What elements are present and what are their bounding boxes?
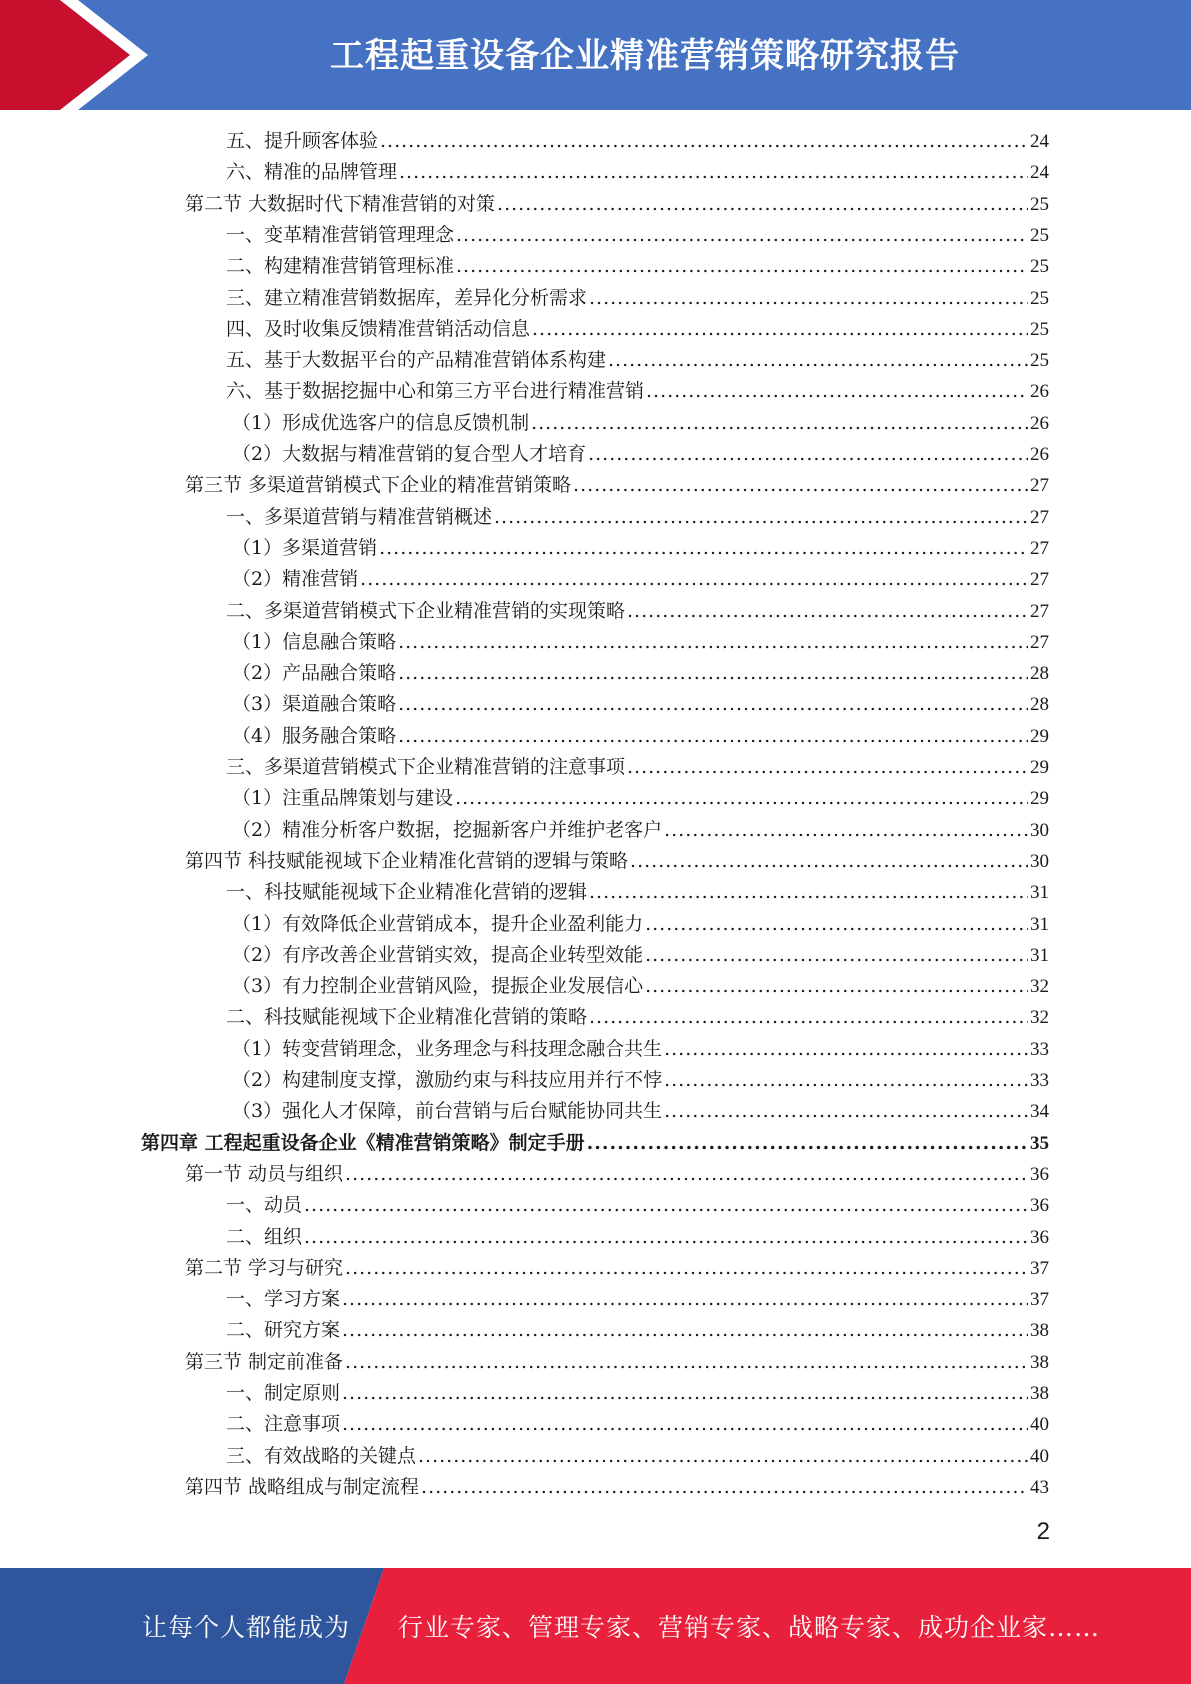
toc-entry-page: 28: [1030, 694, 1049, 716]
toc-dot-leader: [345, 1159, 1028, 1189]
toc-dot-leader: [664, 1096, 1028, 1126]
toc-entry-title: （3）强化人才保障，前台营销与后台赋能协同共生: [232, 1100, 663, 1123]
toc-entry-title: （2）构建制度支撑，激励约束与科技应用并行不悖: [232, 1069, 663, 1091]
toc-entry-title: （3）渠道融合策略: [232, 693, 397, 716]
toc-entry-title: 第三节 多渠道营销模式下企业的精准营销策略: [185, 474, 572, 497]
toc-entry-title: （4）服务融合策略: [232, 724, 397, 747]
toc-dot-leader: [589, 283, 1028, 313]
toc-entry[interactable]: [232, 1065, 1049, 1095]
toc-entry[interactable]: [226, 596, 1049, 626]
toc-entry-title: 一、多渠道营销与精准营销概述: [226, 505, 493, 528]
toc-entry-page: 25: [1030, 193, 1049, 215]
toc-entry[interactable]: [226, 1378, 1049, 1408]
toc-entry[interactable]: [226, 1190, 1049, 1220]
toc-entry[interactable]: [232, 564, 1049, 594]
toc-entry-title: 二、研究方案: [226, 1319, 341, 1342]
toc-entry-title: 二、构建精准营销管理标准: [226, 255, 455, 278]
toc-entry-page: 27: [1030, 506, 1049, 528]
toc-entry-title: 一、学习方案: [226, 1288, 341, 1311]
toc-dot-leader: [398, 627, 1028, 657]
toc-dot-leader: [342, 1378, 1028, 1408]
toc-entry[interactable]: [226, 314, 1049, 344]
toc-dot-leader: [399, 157, 1028, 187]
toc-entry[interactable]: [232, 439, 1049, 469]
toc-entry-title: （1）信息融合策略: [232, 630, 397, 653]
toc-dot-leader: [455, 783, 1028, 813]
toc-entry-page: 37: [1030, 1289, 1049, 1311]
toc-dot-leader: [589, 877, 1028, 907]
toc-dot-leader: [398, 721, 1028, 751]
toc-entry[interactable]: [232, 689, 1049, 719]
toc-entry-page: 29: [1030, 788, 1049, 810]
toc-entry-page: 29: [1030, 725, 1049, 747]
toc-dot-leader: [304, 1222, 1028, 1252]
toc-entry-page: 27: [1030, 475, 1049, 497]
toc-dot-leader: [342, 1315, 1028, 1345]
toc-entry[interactable]: [226, 752, 1049, 782]
toc-entry-page: 33: [1030, 1038, 1049, 1060]
toc-entry-title: 一、制定原则: [226, 1382, 341, 1404]
toc-entry[interactable]: [185, 470, 1049, 500]
toc-dot-leader: [398, 689, 1028, 719]
toc-dot-leader: [627, 752, 1028, 782]
toc-dot-leader: [608, 345, 1028, 375]
toc-entry-title: （1）多渠道营销: [232, 536, 378, 559]
toc-entry-title: 第四章 工程起重设备企业《精准营销策略》制定手册: [141, 1131, 585, 1154]
toc-entry[interactable]: [232, 909, 1049, 939]
toc-entry-page: 31: [1030, 882, 1049, 904]
toc-entry-title: （1）注重品牌策划与建设: [232, 787, 454, 810]
toc-entry-title: 第二节 学习与研究: [185, 1256, 344, 1279]
toc-entry-page: 30: [1030, 850, 1049, 872]
toc-dot-leader: [664, 1065, 1028, 1095]
toc-entry-page: 24: [1030, 162, 1049, 184]
toc-entry-title: 二、科技赋能视域下企业精准化营销的策略: [226, 1006, 588, 1029]
toc-entry-title: 一、动员: [226, 1194, 303, 1217]
toc-dot-leader: [573, 470, 1028, 500]
toc-entry-title: 二、注意事项: [226, 1413, 341, 1436]
toc-entry-title: （1）有效降低企业营销成本，提升企业盈利能力: [232, 912, 644, 935]
toc-entry[interactable]: [232, 408, 1049, 438]
toc-entry-page: 37: [1030, 1257, 1049, 1279]
toc-entry-page: 25: [1030, 350, 1049, 372]
toc-entry-page: 26: [1030, 444, 1049, 465]
toc-entry-title: （1）形成优选客户的信息反馈机制: [232, 411, 530, 434]
toc-dot-leader: [532, 314, 1028, 344]
toc-entry-page: 38: [1030, 1320, 1049, 1342]
toc-entry-page: 34: [1030, 1101, 1049, 1123]
toc-entry-page: 38: [1030, 1351, 1049, 1373]
toc-entry-page: 33: [1030, 1070, 1049, 1091]
header-arrow-logo: [0, 0, 160, 110]
toc-dot-leader: [664, 1034, 1028, 1064]
toc-entry-title: 六、基于数据挖掘中心和第三方平台进行精准营销: [226, 380, 645, 403]
toc-dot-leader: [497, 189, 1028, 219]
toc-entry-title: （1）转变营销理念，业务理念与科技理念融合共生: [232, 1037, 663, 1060]
toc-entry[interactable]: [185, 189, 1049, 219]
toc-dot-leader: [380, 126, 1028, 156]
toc-entry-page: 31: [1030, 913, 1049, 935]
toc-entry[interactable]: [232, 627, 1049, 657]
toc-entry-page: 32: [1030, 976, 1049, 998]
toc-entry-page: 25: [1030, 224, 1049, 246]
document-title: 工程起重设备企业精准营销策略研究报告: [330, 36, 960, 76]
toc-entry[interactable]: [226, 126, 1049, 156]
toc-entry[interactable]: [226, 1284, 1049, 1314]
toc-dot-leader: [421, 1472, 1028, 1502]
toc-entry[interactable]: [232, 815, 1049, 845]
toc-entry[interactable]: [232, 1096, 1049, 1126]
toc-dot-leader: [456, 220, 1028, 250]
toc-dot-leader: [360, 564, 1028, 594]
toc-entry-title: 第二节 大数据时代下精准营销的对策: [185, 192, 496, 215]
toc-entry-title: 二、组织: [226, 1225, 303, 1248]
page-number: 2: [1036, 1518, 1050, 1545]
toc-entry-page: 38: [1030, 1383, 1049, 1404]
toc-entry-page: 25: [1030, 318, 1049, 340]
toc-entry-page: 24: [1030, 131, 1049, 152]
toc-dot-leader: [345, 1253, 1028, 1283]
footer-band: [0, 1568, 1191, 1684]
toc-entry-page: 29: [1030, 757, 1049, 778]
toc-entry-page: 30: [1030, 819, 1049, 841]
toc-entry-page: 36: [1030, 1195, 1049, 1217]
toc-entry[interactable]: [226, 283, 1049, 313]
toc-entry-title: 六、精准的品牌管理: [226, 161, 398, 184]
toc-entry-page: 31: [1030, 944, 1049, 966]
toc-dot-leader: [587, 1128, 1028, 1158]
toc-entry[interactable]: [232, 783, 1049, 813]
toc-dot-leader: [304, 1190, 1028, 1220]
toc-dot-leader: [646, 376, 1028, 406]
toc-entry[interactable]: [226, 1441, 1049, 1471]
toc-entry-title: 三、有效战略的关键点: [226, 1444, 417, 1467]
toc-entry[interactable]: [232, 533, 1049, 563]
toc-entry-title: （2）产品融合策略: [232, 662, 397, 685]
toc-dot-leader: [398, 658, 1028, 688]
toc-dot-leader: [588, 439, 1028, 469]
toc-entry-title: 四、及时收集反馈精准营销活动信息: [226, 317, 531, 340]
toc-entry-page: 26: [1030, 412, 1049, 434]
toc-entry[interactable]: [185, 846, 1049, 876]
toc-entry-page: 27: [1030, 537, 1049, 559]
toc-dot-leader: [589, 1002, 1028, 1032]
toc-entry-page: 26: [1030, 381, 1049, 403]
toc-entry-page: 43: [1030, 1476, 1049, 1498]
toc-entry-title: 一、科技赋能视域下企业精准化营销的逻辑: [226, 881, 588, 904]
toc-dot-leader: [531, 408, 1028, 438]
toc-dot-leader: [418, 1441, 1028, 1471]
toc-dot-leader: [645, 940, 1028, 970]
toc-entry-title: 五、提升顾客体验: [226, 130, 379, 152]
toc-entry[interactable]: [226, 251, 1049, 281]
header-band: [0, 0, 1191, 110]
toc-entry[interactable]: [232, 971, 1049, 1001]
toc-entry[interactable]: [226, 157, 1049, 187]
toc-entry-page: 40: [1030, 1445, 1049, 1467]
toc-dot-leader: [627, 596, 1028, 626]
toc-entry[interactable]: [185, 1347, 1049, 1377]
toc-entry[interactable]: [226, 502, 1049, 532]
toc-entry[interactable]: [226, 1002, 1049, 1032]
toc-entry-title: 三、建立精准营销数据库，差异化分析需求: [226, 286, 588, 309]
toc-entry-title: （2）精准营销: [232, 568, 359, 591]
toc-entry-title: （3）有力控制企业营销风险，提振企业发展信心: [232, 975, 644, 998]
toc-dot-leader: [645, 909, 1028, 939]
toc-entry-title: （2）大数据与精准营销的复合型人才培育: [232, 443, 587, 465]
toc-entry[interactable]: [226, 1409, 1049, 1439]
toc-entry-title: 第四节 战略组成与制定流程: [185, 1475, 420, 1498]
toc-dot-leader: [630, 846, 1028, 876]
toc-entry-page: 27: [1030, 569, 1049, 591]
footer-slogan-left: 让每个人都能成为: [142, 1613, 351, 1642]
toc-entry[interactable]: [232, 721, 1049, 751]
toc-entry-page: 27: [1030, 600, 1049, 622]
toc-entry-page: 40: [1030, 1414, 1049, 1436]
toc-entry-page: 36: [1030, 1226, 1049, 1248]
toc-dot-leader: [342, 1284, 1028, 1314]
toc-entry[interactable]: [226, 877, 1049, 907]
toc-entry-page: 27: [1030, 631, 1049, 653]
toc-dot-leader: [456, 251, 1028, 281]
toc-entry[interactable]: [141, 1128, 1049, 1158]
toc-dot-leader: [494, 502, 1028, 532]
toc-entry-page: 35: [1030, 1132, 1049, 1154]
toc-entry-title: 三、多渠道营销模式下企业精准营销的注意事项: [226, 756, 626, 778]
toc-entry-title: 五、基于大数据平台的产品精准营销体系构建: [226, 349, 607, 372]
toc-entry[interactable]: [226, 376, 1049, 406]
toc-entry-title: 第四节 科技赋能视域下企业精准化营销的逻辑与策略: [185, 849, 629, 872]
toc-entry-page: 28: [1030, 663, 1049, 685]
toc-entry[interactable]: [226, 1315, 1049, 1345]
toc-entry-title: 第三节 制定前准备: [185, 1350, 344, 1373]
toc-entry[interactable]: [226, 345, 1049, 375]
toc-entry-title: （2）精准分析客户数据，挖掘新客户并维护老客户: [232, 818, 663, 841]
toc-entry[interactable]: [185, 1472, 1049, 1502]
toc-entry[interactable]: [185, 1253, 1049, 1283]
toc-entry-page: 36: [1030, 1163, 1049, 1185]
toc-entry[interactable]: [185, 1159, 1049, 1189]
toc-dot-leader: [379, 533, 1028, 563]
toc-entry[interactable]: [226, 1222, 1049, 1252]
toc-entry[interactable]: [232, 1034, 1049, 1064]
footer-slogan-right: 行业专家、管理专家、营销专家、战略专家、成功企业家……: [398, 1613, 1101, 1642]
toc-dot-leader: [342, 1409, 1028, 1439]
toc-dot-leader: [345, 1347, 1028, 1377]
toc-entry-page: 25: [1030, 256, 1049, 278]
toc-entry-title: 二、多渠道营销模式下企业精准营销的实现策略: [226, 599, 626, 622]
toc-entry-title: （2）有序改善企业营销实效，提高企业转型效能: [232, 943, 644, 966]
toc-entry-title: 一、变革精准营销管理理念: [226, 223, 455, 246]
toc-entry-page: 25: [1030, 287, 1049, 309]
toc-dot-leader: [645, 971, 1028, 1001]
toc-entry-title: 第一节 动员与组织: [185, 1162, 344, 1185]
toc-dot-leader: [664, 815, 1028, 845]
toc-entry[interactable]: [232, 658, 1049, 688]
toc-entry[interactable]: [226, 220, 1049, 250]
toc-entry-page: 32: [1030, 1007, 1049, 1029]
toc-entry[interactable]: [232, 940, 1049, 970]
